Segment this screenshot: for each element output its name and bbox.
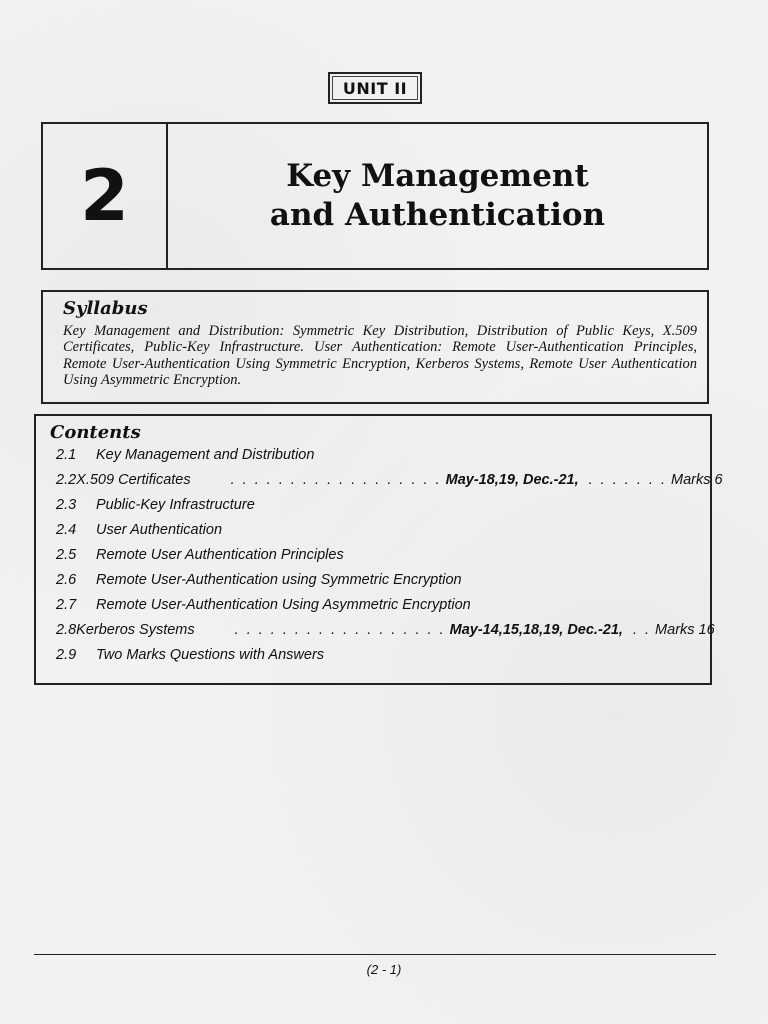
chapter-header (41, 122, 709, 270)
chapter-title-line1: Key Management (286, 158, 589, 195)
toc-leader-dots: . . . . . . . (588, 472, 667, 488)
toc-item-number: 2.4 (56, 522, 77, 538)
toc-item-title: Remote User-Authentication Using Asymmetric Encryption (96, 597, 471, 613)
toc-item-number: 2.7 (56, 597, 77, 613)
toc-item (50, 547, 696, 572)
toc-item-number: 2.5 (56, 547, 77, 563)
toc-item-exam: May-14,15,18,19, Dec.-21, (449, 622, 623, 638)
toc-item (50, 472, 723, 497)
contents-box (34, 414, 723, 685)
toc-item (50, 647, 696, 672)
toc-item-number: 2.8 (56, 622, 77, 638)
toc-item-title: Remote User Authentication Principles (96, 547, 344, 563)
syllabus-text: Key Management and Distribution: Symmetric Key Distribution, Distribution of Public Keys, X.509 Certificates, Public-Key Infrastructure. User Authentication: Remote User-Authentication Principles, Remote User-Authentication Using Symmetric Encryption, Kerberos Systems, Remote User Authentication Using Asymmetric Encryption. (63, 323, 697, 389)
syllabus-heading: Syllabus (63, 298, 148, 319)
toc-item-number: 2.3 (56, 497, 77, 513)
toc-item-title: Key Management and Distribution (96, 447, 315, 463)
toc-item-marks: Marks 16 (655, 622, 715, 638)
page-number: (2 - 1) (366, 962, 402, 977)
toc-leader-dots: . . (632, 622, 652, 638)
toc-leader-dots: . . . . . . . . . . . . . . . . . . (234, 622, 446, 638)
contents-heading: Contents (50, 422, 141, 443)
toc-item-marks: Marks 6 (671, 472, 723, 488)
toc-item-number: 2.9 (56, 647, 77, 663)
toc-item-title: Public-Key Infrastructure (96, 497, 255, 513)
chapter-title (168, 124, 707, 268)
toc-item (50, 597, 696, 622)
toc-item-number: 2.6 (56, 572, 77, 588)
toc-leader-dots: . . . . . . . . . . . . . . . . . . (230, 472, 442, 488)
chapter-title-line2: and Authentication (269, 197, 606, 233)
toc-item-title: X.509 Certificates (76, 472, 191, 488)
toc-item-number: 2.1 (56, 447, 77, 463)
footer-divider (34, 954, 716, 955)
toc-item-title: User Authentication (96, 522, 223, 538)
chapter-number: 2 (43, 124, 168, 268)
toc-item (50, 622, 715, 647)
toc-item-title: Remote User-Authentication using Symmetric Encryption (96, 572, 462, 588)
toc-item-number: 2.2 (56, 472, 77, 488)
toc-item (50, 447, 696, 472)
syllabus-box (41, 290, 709, 404)
toc-item-title: Kerberos Systems (76, 622, 195, 638)
toc-item (50, 497, 696, 522)
unit-label: UNIT II (328, 72, 422, 104)
toc-item-title: Two Marks Questions with Answers (96, 647, 325, 663)
toc-item (50, 522, 696, 547)
toc-item-exam: May-18,19, Dec.-21, (445, 472, 579, 488)
toc-item (50, 572, 696, 597)
contents-list (50, 447, 723, 672)
